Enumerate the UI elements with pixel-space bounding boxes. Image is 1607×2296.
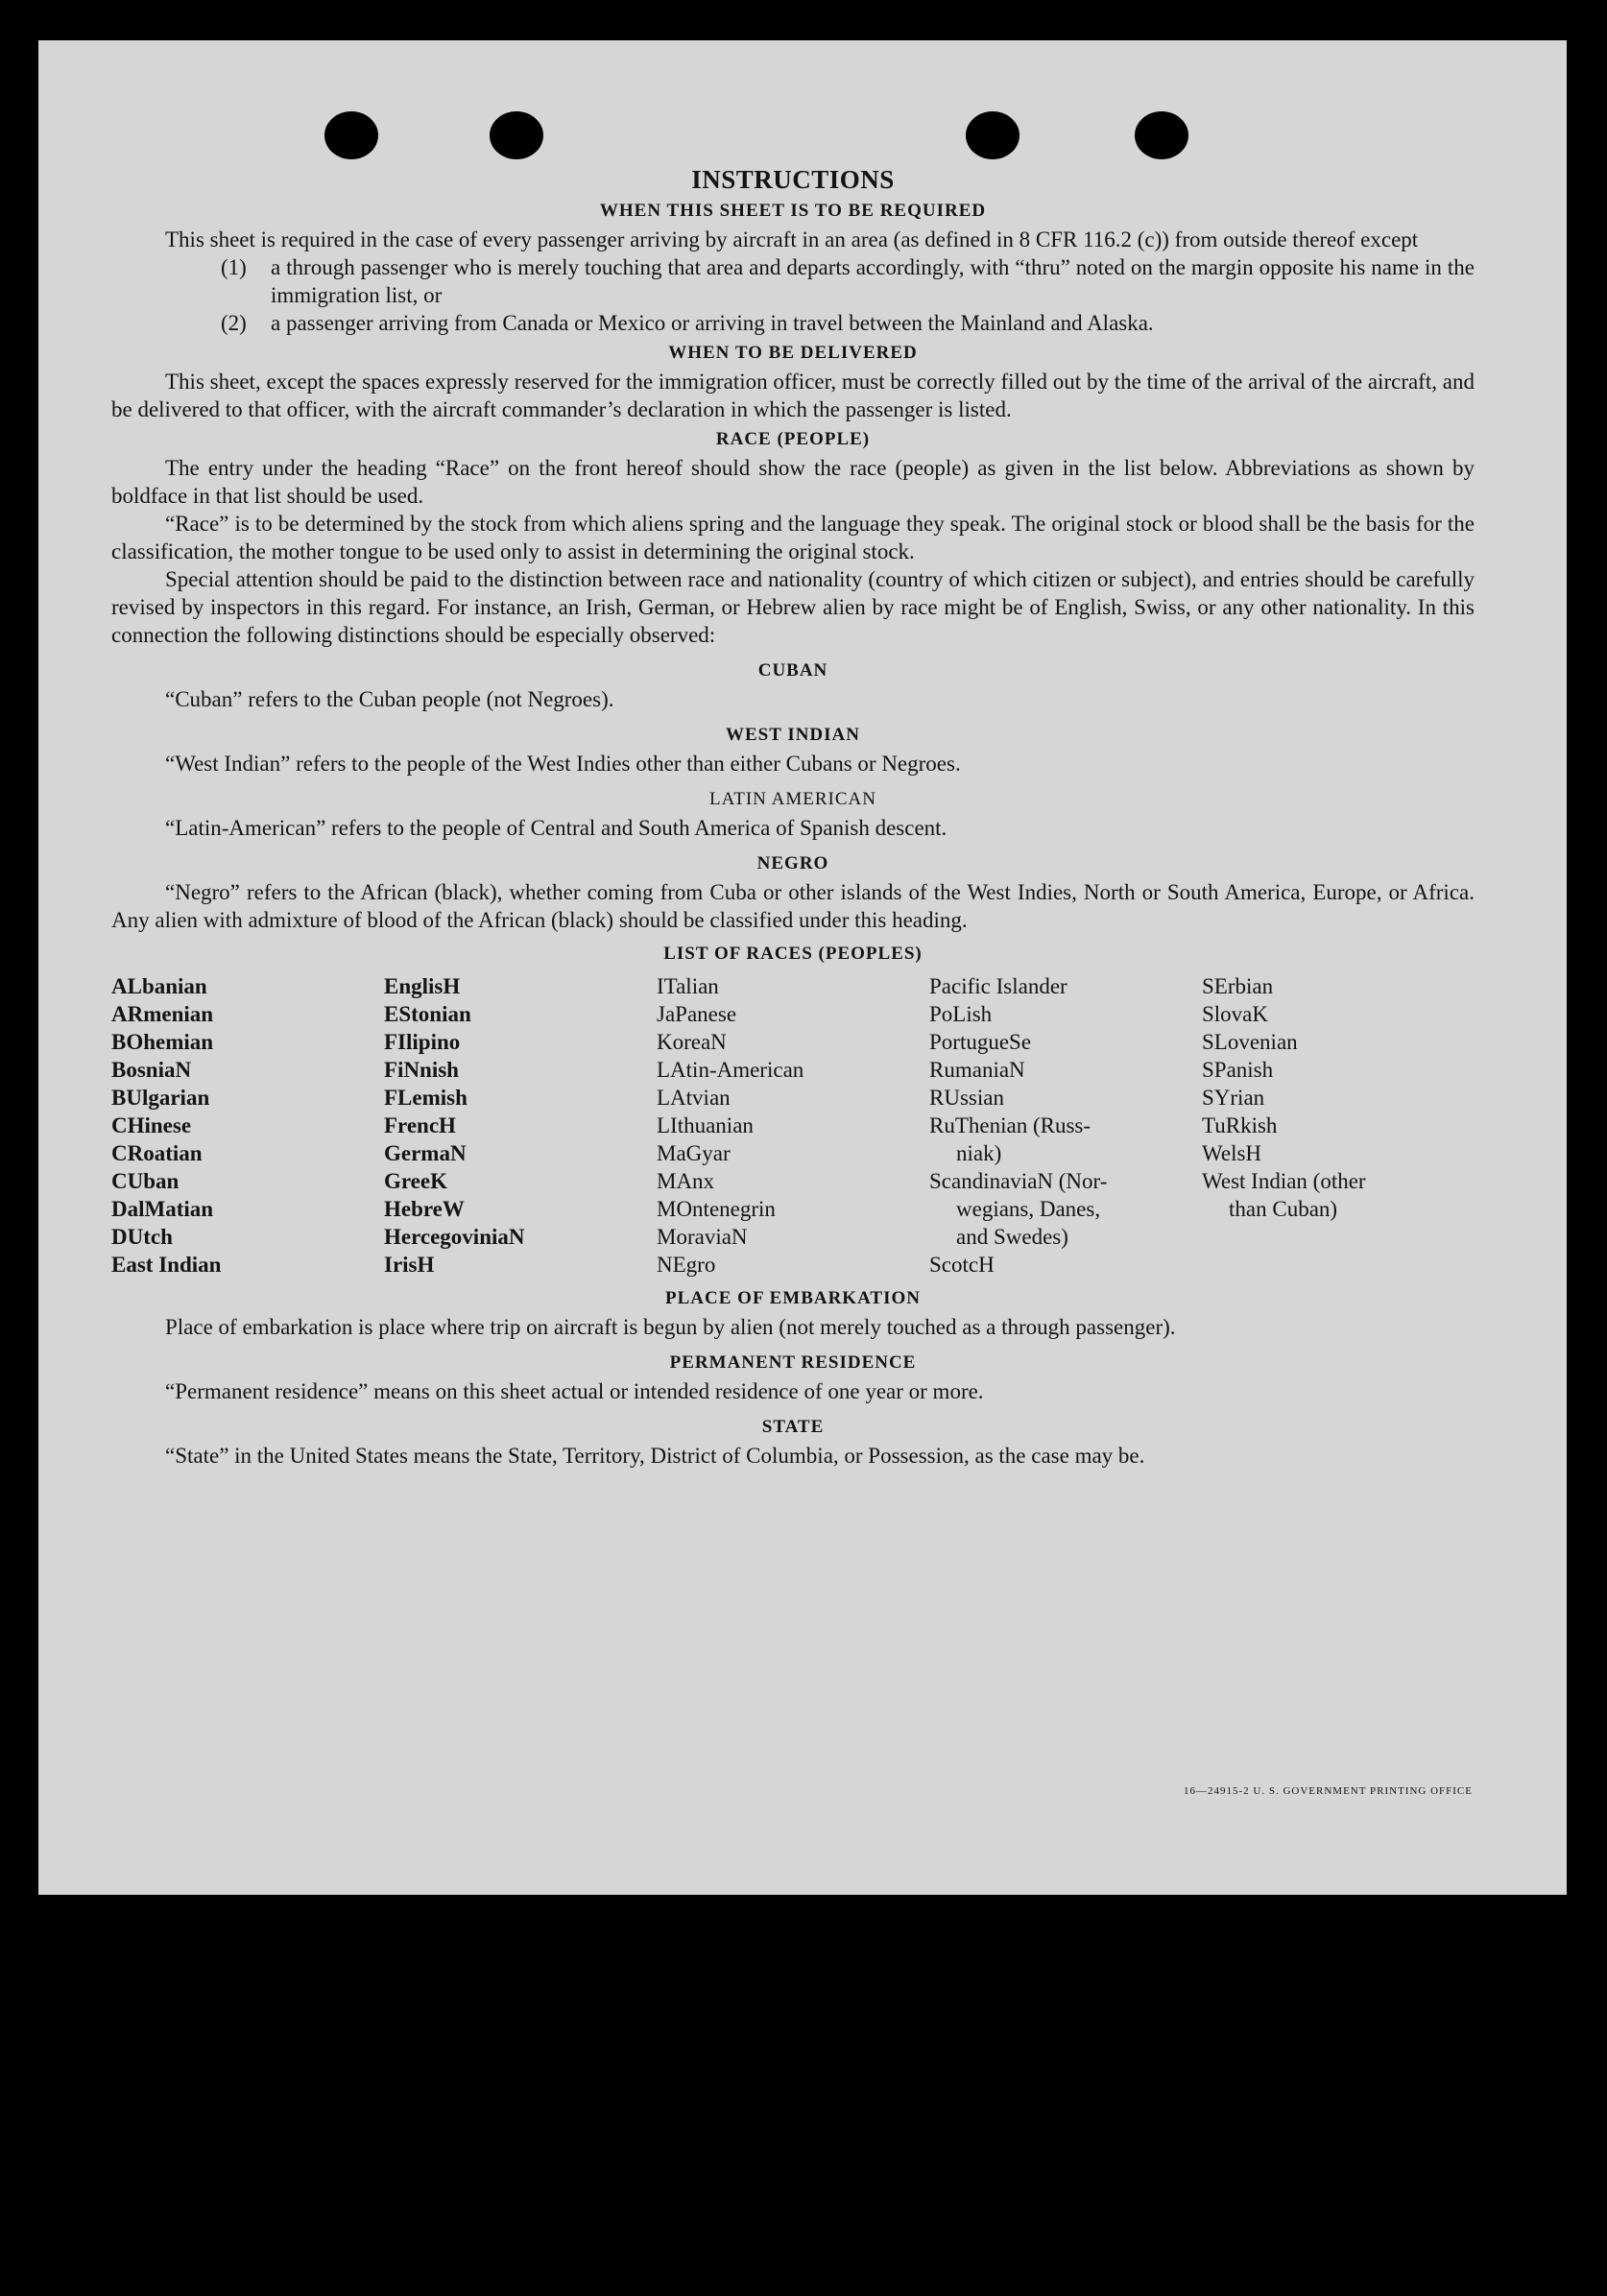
race-entry: KoreaN (657, 1030, 727, 1054)
race-entry: CHinese (111, 1113, 192, 1137)
section-heading-negro: NEGRO (756, 853, 829, 873)
races-column-4 (929, 972, 1202, 1279)
punch-hole (1135, 111, 1188, 159)
race-entry: SPanish (1202, 1058, 1274, 1082)
race-entry: LAtin-American (657, 1058, 804, 1082)
race-entry: MOntenegrin (657, 1197, 776, 1221)
section-heading-west-indian: WEST INDIAN (726, 725, 860, 745)
paragraph: “State” in the United States means the State, Territory, District of Columbia, or Possession, as the case may be. (165, 1444, 1145, 1468)
paragraph: This sheet is required in the case of every passenger arriving by aircraft in an area (as defined in 8 CFR 116.2 (c)) from outside thereof except (165, 227, 1419, 251)
race-entry-continued: niak) (956, 1141, 1002, 1165)
race-entry: LIthuanian (657, 1113, 754, 1137)
paragraph: The entry under the heading “Race” on the front hereof should show the race (people) as given in the list below. Abbreviations as shown by boldface in that list should be used. (111, 456, 1475, 508)
race-entry: BosniaN (111, 1058, 192, 1082)
race-entry: RuThenian (Russ- (929, 1113, 1091, 1137)
race-entry-continued: wegians, Danes, (956, 1197, 1101, 1221)
paragraph: “West Indian” refers to the people of the West Indies other than either Cubans or Negroes. (165, 752, 961, 776)
paragraph: “Cuban” refers to the Cuban people (not Negroes). (165, 687, 614, 711)
race-entry: DUtch (111, 1225, 173, 1249)
section-heading-residence: PERMANENT RESIDENCE (669, 1352, 917, 1373)
races-heading: LIST OF RACES (PEOPLES) (663, 944, 923, 964)
punch-hole (324, 111, 378, 159)
race-entry: NEgro (657, 1253, 716, 1277)
race-entry: JaPanese (657, 1002, 737, 1026)
paragraph: This sheet, except the spaces expressly reserved for the immigration officer, must be correctly filled out by the time of the arrival of the aircraft, and be delivered to that officer, with the aircraft commander’s declaration in which the passenger is listed. (111, 370, 1475, 421)
item-number: (2) (221, 311, 247, 335)
item-text: a passenger arriving from Canada or Mexico or arriving in travel between the Mainland and Alaska. (271, 311, 1154, 335)
item-number: (1) (221, 255, 247, 279)
item-text: a through passenger who is merely touching that area and departs accordingly, with “thru” noted on the margin opposite his name in the immigration list, or (271, 255, 1475, 307)
race-entry: PoLish (929, 1002, 993, 1026)
paragraph: “Latin-American” refers to the people of Central and South America of Spanish descent. (165, 816, 947, 840)
races-list (111, 972, 1475, 1279)
race-entry: MAnx (657, 1169, 715, 1193)
race-entry: RUssian (929, 1086, 1004, 1110)
races-column-2 (384, 972, 657, 1279)
race-entry: MaGyar (657, 1141, 731, 1165)
paragraph: “Negro” refers to the African (black), whether coming from Cuba or other islands of the West Indies, North or South America, Europe, or Africa. Any alien with admixture of blood of the African (black) should be classified under this heading. (111, 880, 1475, 932)
race-entry: IrisH (384, 1253, 435, 1277)
page-title: INSTRUCTIONS (691, 165, 895, 194)
races-column-5 (1202, 972, 1475, 1279)
race-entry: EStonian (384, 1002, 471, 1026)
race-entry: RumaniaN (929, 1058, 1025, 1082)
printing-office-code: 16—24915-2 U. S. GOVERNMENT PRINTING OFFICE (1183, 1785, 1473, 1797)
paragraph: Special attention should be paid to the distinction between race and nationality (country of which citizen or subject), and entries should be carefully revised by inspectors in this regard. For instance, an Irish, German, or Hebrew alien by race might be of English, Swiss, or any other nationality. In this connection the following distinctions should be especially observed: (111, 567, 1475, 647)
race-entry: FrencH (384, 1113, 456, 1137)
race-entry: BUlgarian (111, 1086, 210, 1110)
race-entry: CUban (111, 1169, 180, 1193)
race-entry: SlovaK (1202, 1002, 1268, 1026)
race-entry: GreeK (384, 1169, 447, 1193)
race-entry: CRoatian (111, 1141, 203, 1165)
race-entry: MoraviaN (657, 1225, 748, 1249)
race-entry: DalMatian (111, 1197, 214, 1221)
race-entry: ScotcH (929, 1253, 995, 1277)
paragraph: “Race” is to be determined by the stock from which aliens spring and the language they speak. The original stock or blood shall be the basis for the classification, the mother tongue to be used only to assist in determining the original stock. (111, 512, 1475, 563)
race-entry: ITalian (657, 974, 719, 998)
section-heading-latin-american: LATIN AMERICAN (709, 789, 876, 809)
race-entry: TuRkish (1202, 1113, 1278, 1137)
section-heading-delivered: WHEN TO BE DELIVERED (668, 343, 918, 363)
race-entry: WelsH (1202, 1141, 1262, 1165)
race-entry: HercegoviniaN (384, 1225, 525, 1249)
race-entry: LAtvian (657, 1086, 731, 1110)
race-entry: West Indian (other (1202, 1169, 1366, 1193)
punch-hole (966, 111, 1019, 159)
race-entry: GermaN (384, 1141, 467, 1165)
race-entry: BOhemian (111, 1030, 214, 1054)
race-entry: SErbian (1202, 974, 1274, 998)
section-heading-state: STATE (761, 1417, 825, 1437)
race-entry: ScandinaviaN (Nor- (929, 1169, 1108, 1193)
race-entry: ARmenian (111, 1002, 214, 1026)
race-entry: FiNnish (384, 1058, 459, 1082)
race-entry: Pacific Islander (929, 974, 1067, 998)
race-entry-continued: than Cuban) (1229, 1197, 1338, 1221)
races-column-3 (657, 972, 929, 1279)
race-entry: FIlipino (384, 1030, 461, 1054)
section-heading-required: WHEN THIS SHEET IS TO BE REQUIRED (599, 201, 987, 221)
race-entry: FLemish (384, 1086, 468, 1110)
punch-hole (490, 111, 543, 159)
section-heading-embarkation: PLACE OF EMBARKATION (665, 1288, 921, 1308)
race-entry: SYrian (1202, 1086, 1265, 1110)
race-entry: SLovenian (1202, 1030, 1298, 1054)
section-heading-cuban: CUBAN (757, 660, 828, 681)
exception-item (111, 253, 1475, 309)
section-heading-race: RACE (PEOPLE) (715, 429, 871, 449)
paragraph: Place of embarkation is place where trip on aircraft is begun by alien (not merely touched as a through passenger). (165, 1315, 1176, 1339)
exception-item (111, 309, 1475, 337)
race-entry: HebreW (384, 1197, 465, 1221)
race-entry: PortugueSe (929, 1030, 1032, 1054)
instruction-sheet (38, 40, 1567, 1895)
paragraph: “Permanent residence” means on this sheet actual or intended residence of one year or more. (165, 1379, 984, 1403)
race-entry-continued: and Swedes) (956, 1225, 1068, 1249)
races-column-1 (111, 972, 384, 1279)
race-entry: ALbanian (111, 974, 207, 998)
race-entry: East Indian (111, 1253, 222, 1277)
race-entry: EnglisH (384, 974, 461, 998)
